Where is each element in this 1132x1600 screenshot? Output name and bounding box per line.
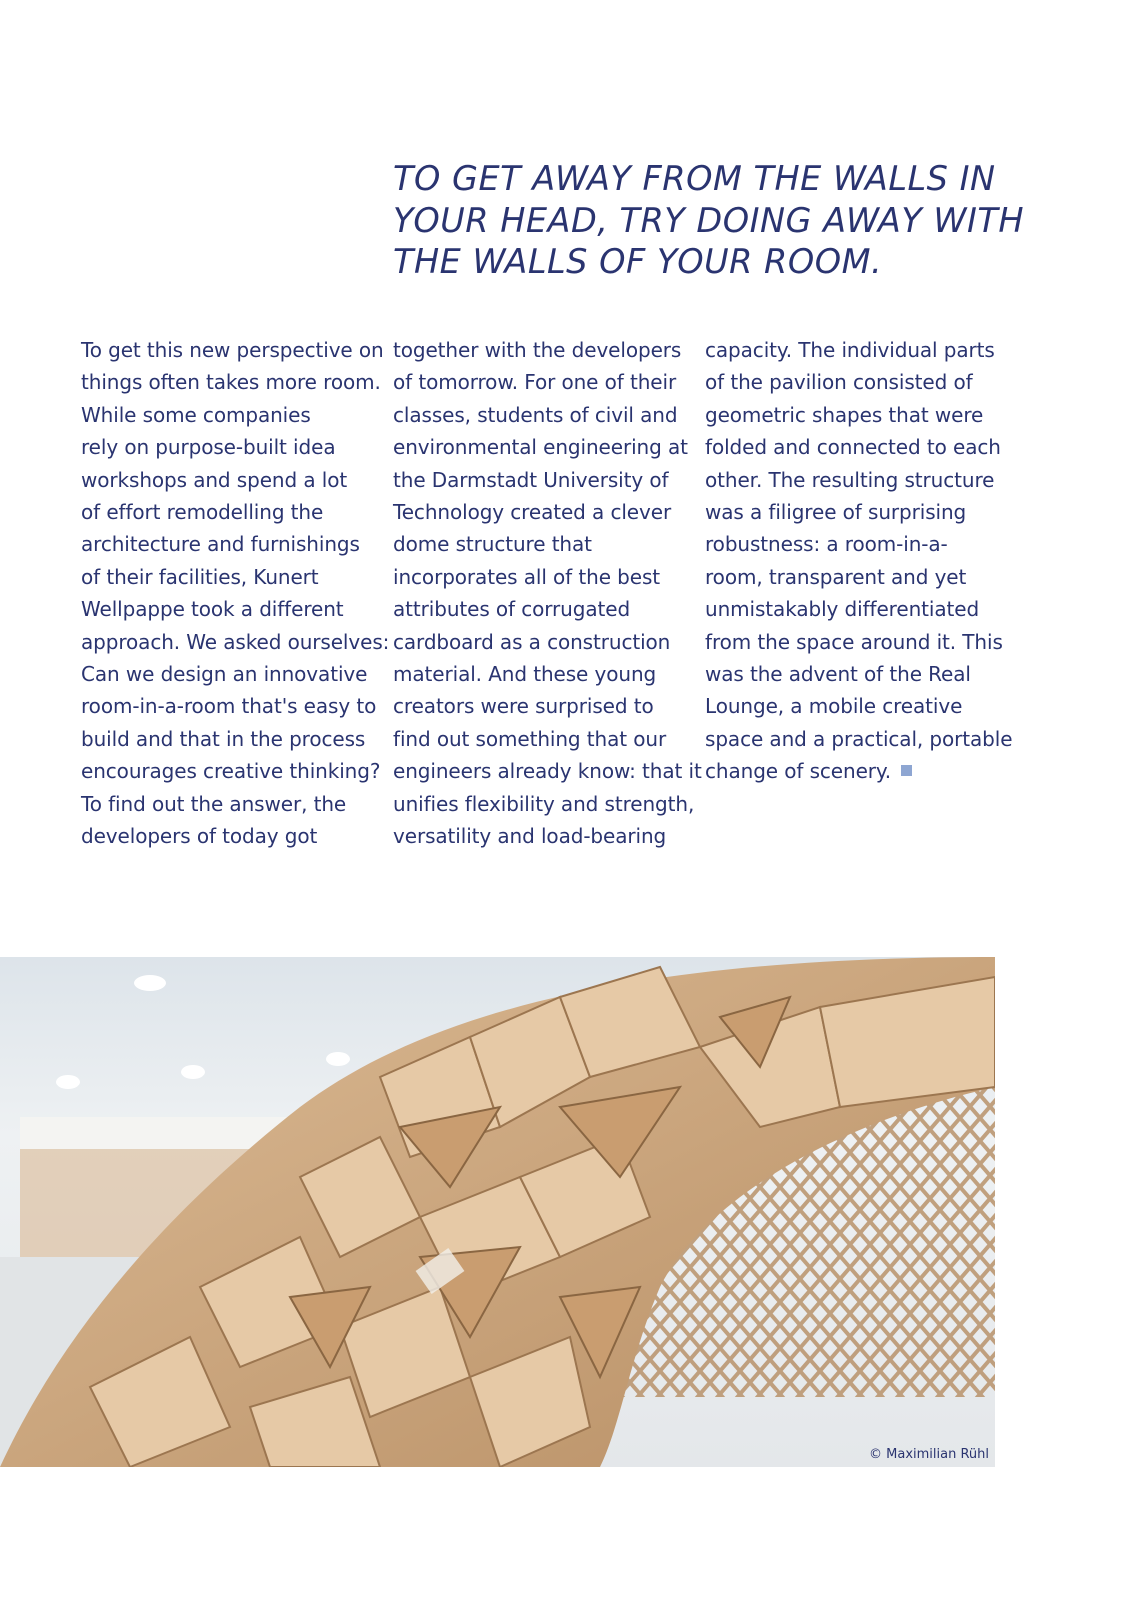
headline xyxy=(393,158,1033,283)
cardboard-dome-illustration xyxy=(0,957,995,1467)
body-column-3 xyxy=(705,334,1013,788)
body-line: incorporates all of the best xyxy=(393,564,661,589)
headline-line: YOUR HEAD, TRY DOING AWAY WITH xyxy=(393,200,1025,240)
headline-line: THE WALLS OF YOUR ROOM. xyxy=(393,242,883,281)
body-line: To get this new perspective on xyxy=(81,338,384,362)
body-line: together with the developers xyxy=(393,338,682,362)
body-line: engineers already know: that it xyxy=(393,759,702,784)
body-line: room, transparent and yet xyxy=(705,564,967,589)
body-line: of their facilities, Kunert xyxy=(81,564,319,589)
body-line: Lounge, a mobile creative xyxy=(705,694,963,719)
body-line: To find out the answer, the xyxy=(81,791,347,816)
body-line: classes, students of civil and xyxy=(393,402,678,427)
body-line: creators were surprised to xyxy=(393,694,654,719)
body-line: unifies flexibility and strength, xyxy=(393,791,695,816)
body-line: developers of today got xyxy=(81,824,318,849)
body-column-2 xyxy=(393,334,702,853)
body-line: robustness: a room-in-a- xyxy=(705,532,948,557)
body-line: workshops and spend a lot xyxy=(81,467,348,492)
body-line: unmistakably differentiated xyxy=(705,597,980,622)
body-line: environmental engineering at xyxy=(393,435,688,460)
body-line: versatility and load-bearing xyxy=(393,824,667,849)
body-line: geometric shapes that were xyxy=(705,402,984,427)
body-line: space and a practical, portable xyxy=(705,726,1013,751)
body-line: of the pavilion consisted of xyxy=(705,370,973,395)
body-line: attributes of corrugated xyxy=(393,597,631,622)
body-line: was a filigree of surprising xyxy=(705,500,967,525)
body-column-1 xyxy=(81,334,390,853)
body-line-text: change of scenery. xyxy=(705,759,892,784)
cardboard-dome-photo xyxy=(0,957,995,1467)
body-line: room-in-a-room that's easy to xyxy=(81,694,377,719)
body-line: architecture and furnishings xyxy=(81,532,360,557)
body-line: other. The resulting structure xyxy=(705,467,995,492)
body-line: Technology created a clever xyxy=(393,500,672,525)
body-line: capacity. The individual parts xyxy=(705,338,995,362)
body-line: Can we design an innovative xyxy=(81,662,368,687)
body-line: encourages creative thinking? xyxy=(81,759,381,784)
body-line: rely on purpose-built idea xyxy=(81,435,336,460)
body-line: of effort remodelling the xyxy=(81,500,324,525)
body-line: material. And these young xyxy=(393,662,657,687)
body-line: things often takes more room. xyxy=(81,370,381,395)
headline-line: TO GET AWAY FROM THE WALLS IN xyxy=(393,159,996,198)
body-line: cardboard as a construction xyxy=(393,629,671,654)
body-line: approach. We asked ourselves: xyxy=(81,629,390,654)
body-line: While some companies xyxy=(81,402,311,427)
body-line: dome structure that xyxy=(393,532,592,557)
body-line: was the advent of the Real xyxy=(705,662,971,687)
body-line: of tomorrow. For one of their xyxy=(393,370,677,395)
body-line: folded and connected to each xyxy=(705,435,1001,460)
body-line xyxy=(705,755,1001,787)
body-line: Wellpappe took a different xyxy=(81,597,344,622)
body-line: the Darmstadt University of xyxy=(393,467,669,492)
body-line: find out something that our xyxy=(393,726,667,751)
body-line: from the space around it. This xyxy=(705,629,1003,654)
photo-credit: © Maximilian Rühl xyxy=(869,1447,989,1462)
body-line: build and that in the process xyxy=(81,726,366,751)
end-of-article-square-icon xyxy=(901,765,912,776)
